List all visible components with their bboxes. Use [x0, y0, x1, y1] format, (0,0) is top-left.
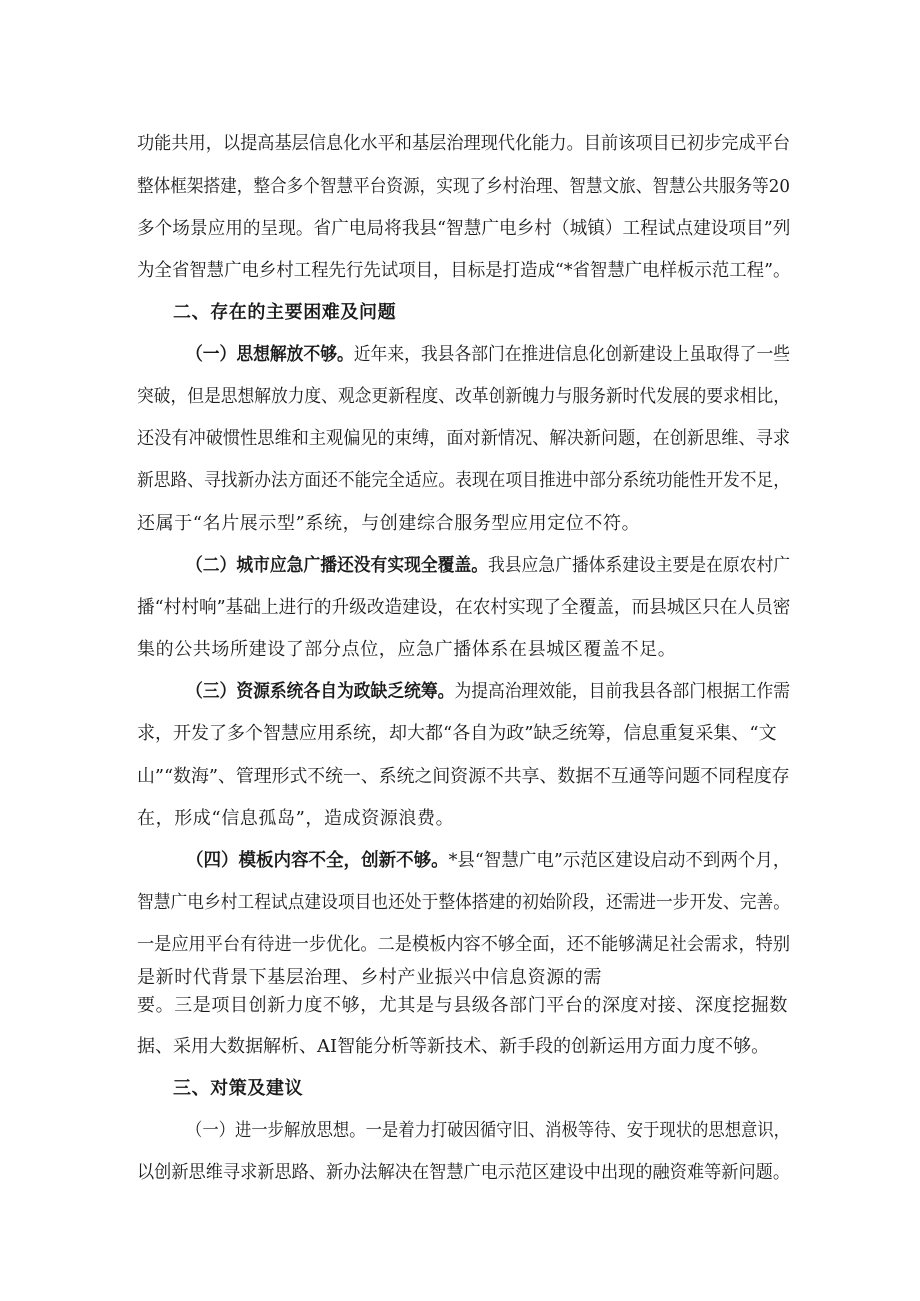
paragraph-line: 还没有冲破惯性思维和主观偏见的束缚，面对新情况、解决新问题，在创新思维、寻求: [137, 428, 791, 449]
paragraph-line: 整体框架搭建，整合多个智慧平台资源，实现了乡村治理、智慧文旅、智慧公共服务等20: [137, 176, 790, 197]
item-first-line: [186, 553, 790, 579]
item-first-line: [186, 679, 790, 705]
paragraph-line: 为全省智慧广电乡村工程先行先试项目，目标是打造成“*省智慧广电样板示范工程”。: [137, 260, 791, 281]
item-lead: （三）资源系统各自为政缺乏统筹。: [186, 681, 455, 702]
paragraph-line: 求，开发了多个智慧应用系统，却大都“各自为政”缺乏统筹，信息重复采集、“文: [137, 723, 777, 744]
item-lead: （一）思想解放不够。: [186, 344, 354, 365]
item-first-line: （一）进一步解放思想。一是着力打破因循守旧、消极等待、安于现状的思想意识，: [186, 1120, 790, 1141]
paragraph-line: 一是应用平台有待进一步优化。二是模板内容不够全面，还不能够满足社会需求，特别: [137, 934, 791, 955]
paragraph-line: 据、采用大数据解析、AI智能分析等新技术、新手段的创新运用方面力度不够。: [137, 1036, 770, 1057]
paragraph-line: 在，形成“信息孤岛”，造成资源浪费。: [137, 808, 455, 829]
paragraph-line: 突破，但是思想解放力度、观念更新程度、改革创新魄力与服务新时代发展的要求相比，: [137, 386, 791, 407]
paragraph-line: 功能共用，以提高基层信息化水平和基层治理现代化能力。目前该项目已初步完成平台: [137, 133, 791, 154]
paragraph-line: 要。三是项目创新力度不够，尤其是与县级各部门平台的深度对接、深度挖掘数: [137, 995, 788, 1016]
item-lead: （二）城市应急广播还没有实现全覆盖。: [186, 555, 489, 576]
item-text: 为提高治理效能，目前我县各部门根据工作需: [454, 681, 791, 702]
item-text: 近年来，我县各部门在推进信息化创新建设上虽取得了一些: [353, 344, 791, 365]
paragraph-line: 还属于“名片展示型”系统，与创建综合服务型应用定位不符。: [137, 513, 641, 534]
paragraph-line: 播“村村响”基础上进行的升级改造建设，在农村实现了全覆盖，而县城区只在人员密: [137, 597, 791, 618]
item-text: *县“智慧广电”示范区建设启动不到两个月，: [448, 850, 791, 871]
paragraph-line: 新思路、寻找新办法方面还不能完全适应。表现在项目推进中部分系统功能性开发不足，: [137, 470, 791, 491]
item-lead: （四）模板内容不全，创新不够。: [186, 850, 449, 871]
section-heading: 三、对策及建议: [173, 1078, 304, 1099]
item-first-line: [186, 848, 790, 874]
paragraph-line: 是新时代背景下基层治理、乡村产业振兴中信息资源的需: [137, 967, 602, 988]
item-text: 我县应急广播体系建设主要是在原农村广: [488, 555, 791, 576]
paragraph-line: 集的公共场所建设了部分点位，应急广播体系在县城区覆盖不足。: [137, 639, 677, 660]
paragraph-line: 多个场景应用的呈现。省广电局将我县“智慧广电乡村（城镇）工程试点建设项目”列: [137, 218, 791, 239]
item-first-line: [186, 342, 790, 368]
paragraph-line: 山”“数海”、管理形式不统一、系统之间资源不共享、数据不互通等问题不同程度存: [137, 766, 790, 787]
section-heading: 二、存在的主要困难及问题: [173, 302, 397, 323]
paragraph-line: 智慧广电乡村工程试点建设项目也还处于整体搭建的初始阶段，还需进一步开发、完善。: [137, 892, 791, 913]
paragraph-line: 以创新思维寻求新思路、新办法解决在智慧广电示范区建设中出现的融资难等新问题。: [137, 1162, 791, 1183]
